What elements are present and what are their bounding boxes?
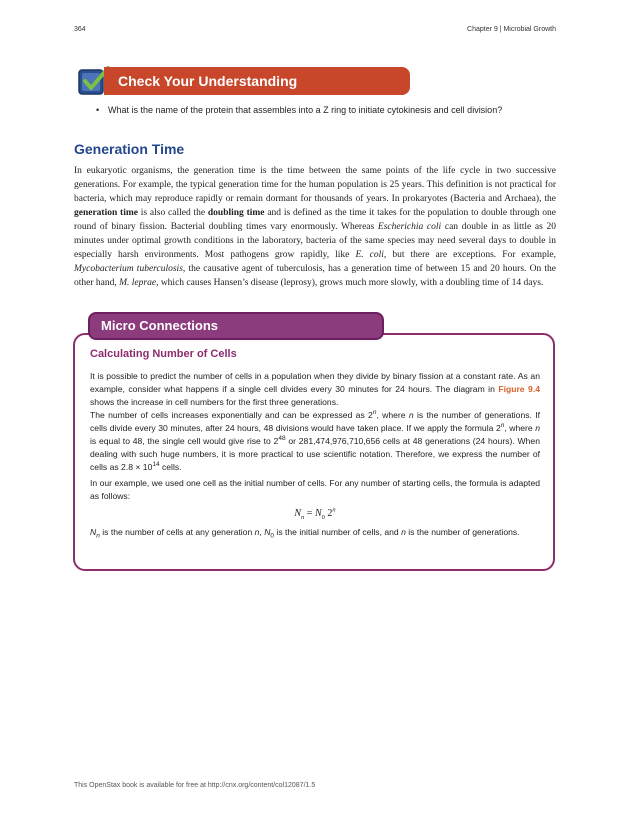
text-run: is equal to 48, the single cell would give rise to 2 <box>90 436 279 446</box>
organism-name: E. coli <box>355 250 384 260</box>
page-number: 364 <box>74 26 86 33</box>
check-understanding-title: Check Your Understanding <box>118 73 298 89</box>
text-run: , where <box>376 410 409 420</box>
box-paragraph-2 <box>90 409 540 474</box>
subscript: 0 <box>270 532 275 540</box>
text-run: is the number of generations. If cells divide every 30 minutes, after 24 hours, 48 divisions would have taken place. If we apply the formula 2 <box>90 410 541 433</box>
exponent: n <box>500 422 505 430</box>
body-paragraph <box>74 164 556 290</box>
figure-link[interactable]: Figure 9.4 <box>498 384 540 394</box>
text-run: It is possible to predict the number of cells in a population when they divide by binary fission at a constant rate. As an example, consider what happens if a single cell divides every 30 minutes for 24 hours. The diagram in <box>90 371 540 394</box>
variable: n <box>535 423 540 433</box>
box-paragraph-3: In our example, we used one cell as the initial number of cells. For any number of starting cells, the formula is adapted as follows: <box>90 478 540 501</box>
micro-connections-label: Micro Connections <box>101 318 219 333</box>
formula-base: 2 <box>324 508 333 519</box>
exponent: 14 <box>152 461 160 469</box>
chapter-header: Chapter 9 | Microbial Growth <box>467 26 556 33</box>
variable: n <box>401 527 406 537</box>
question-item: • What is the name of the protein that assembles into a Z ring to initiate cytokinesis and cell division? <box>96 105 502 115</box>
text-run: , which causes Hansen’s disease (leprosy), grows much more slowly, with a doubling time of 14 days. <box>156 278 544 288</box>
text-run: is also called the <box>138 208 208 218</box>
page-footer: This OpenStax book is available for free at http://cnx.org/content/col12087/1.5 <box>74 782 316 789</box>
box-paragraph-4 <box>90 526 540 539</box>
text-run: cells. <box>159 462 182 472</box>
text-run: , but there are exceptions. For example, <box>383 250 556 260</box>
formula-exponent: n <box>332 506 336 514</box>
text-run: The number of cells increases exponentially and can be expressed as 2 <box>90 410 373 420</box>
text-run: , where <box>504 423 536 433</box>
variable: N <box>264 527 271 537</box>
text-run: In eukaryotic organisms, the generation time is the time between the same points of the life cycle in two successive generations. For example, the typical generation time for the human population is 25 years. This definition is not practical for bacteria, which may reproduce rapidly or remain dormant for thousands of years. In prokaryotes (Bacteria and Archaea), the <box>74 166 556 204</box>
formula-term: N <box>314 508 322 519</box>
organism-name: M. leprae <box>119 278 157 288</box>
subscript: n <box>96 532 100 540</box>
growth-formula <box>0 508 630 519</box>
text-run: is the initial number of cells, and <box>274 527 402 537</box>
formula-equals: = <box>304 508 315 519</box>
text-run: can double in as little as 20 minutes under optimal growth conditions in the laboratory, bacteria of the same species may need several days to double in especially harsh environments. Most pathogens grow rapidly, like <box>74 222 556 260</box>
box-paragraph-1 <box>90 370 540 409</box>
organism-name: Escherichia coli <box>377 222 442 232</box>
text-run: is the number of cells at any generation <box>99 527 255 537</box>
variable: n <box>408 410 414 420</box>
question-list <box>96 105 502 115</box>
text-run: or 281,474,976,710,656 cells at 48 generations (24 hours). When dealing with such huge numbers, it is more practical to use scientific notation. Therefore, we express the number of cells as 2.8 × 10 <box>90 436 540 472</box>
variable: n <box>254 527 260 537</box>
formula-subscript: 0 <box>321 514 325 521</box>
variable: N <box>90 527 97 537</box>
text-run: , the causative agent of tuberculosis, has a generation time of between 15 and 20 hours. On the other hand, <box>74 264 556 288</box>
exponent: n <box>372 409 377 417</box>
organism-name: Mycobacterium tuberculosis <box>74 264 183 274</box>
text-run: and is defined as the time it takes for the population to double through one round of binary fission. Bacterial doubling times vary enormously. Whereas <box>74 208 556 232</box>
formula-term: N <box>294 508 302 519</box>
key-term: doubling time <box>207 208 265 218</box>
box-subheading: Calculating Number of Cells <box>90 348 237 360</box>
key-term: generation time <box>74 208 138 218</box>
exponent: 48 <box>278 435 286 443</box>
text-run: shows the increase in cell numbers for the first three generations. <box>90 397 339 407</box>
formula-subscript: n <box>301 514 305 521</box>
text-run: is the number of generations. <box>405 527 520 537</box>
text-run: , <box>259 527 265 537</box>
section-heading: Generation Time <box>74 141 185 157</box>
